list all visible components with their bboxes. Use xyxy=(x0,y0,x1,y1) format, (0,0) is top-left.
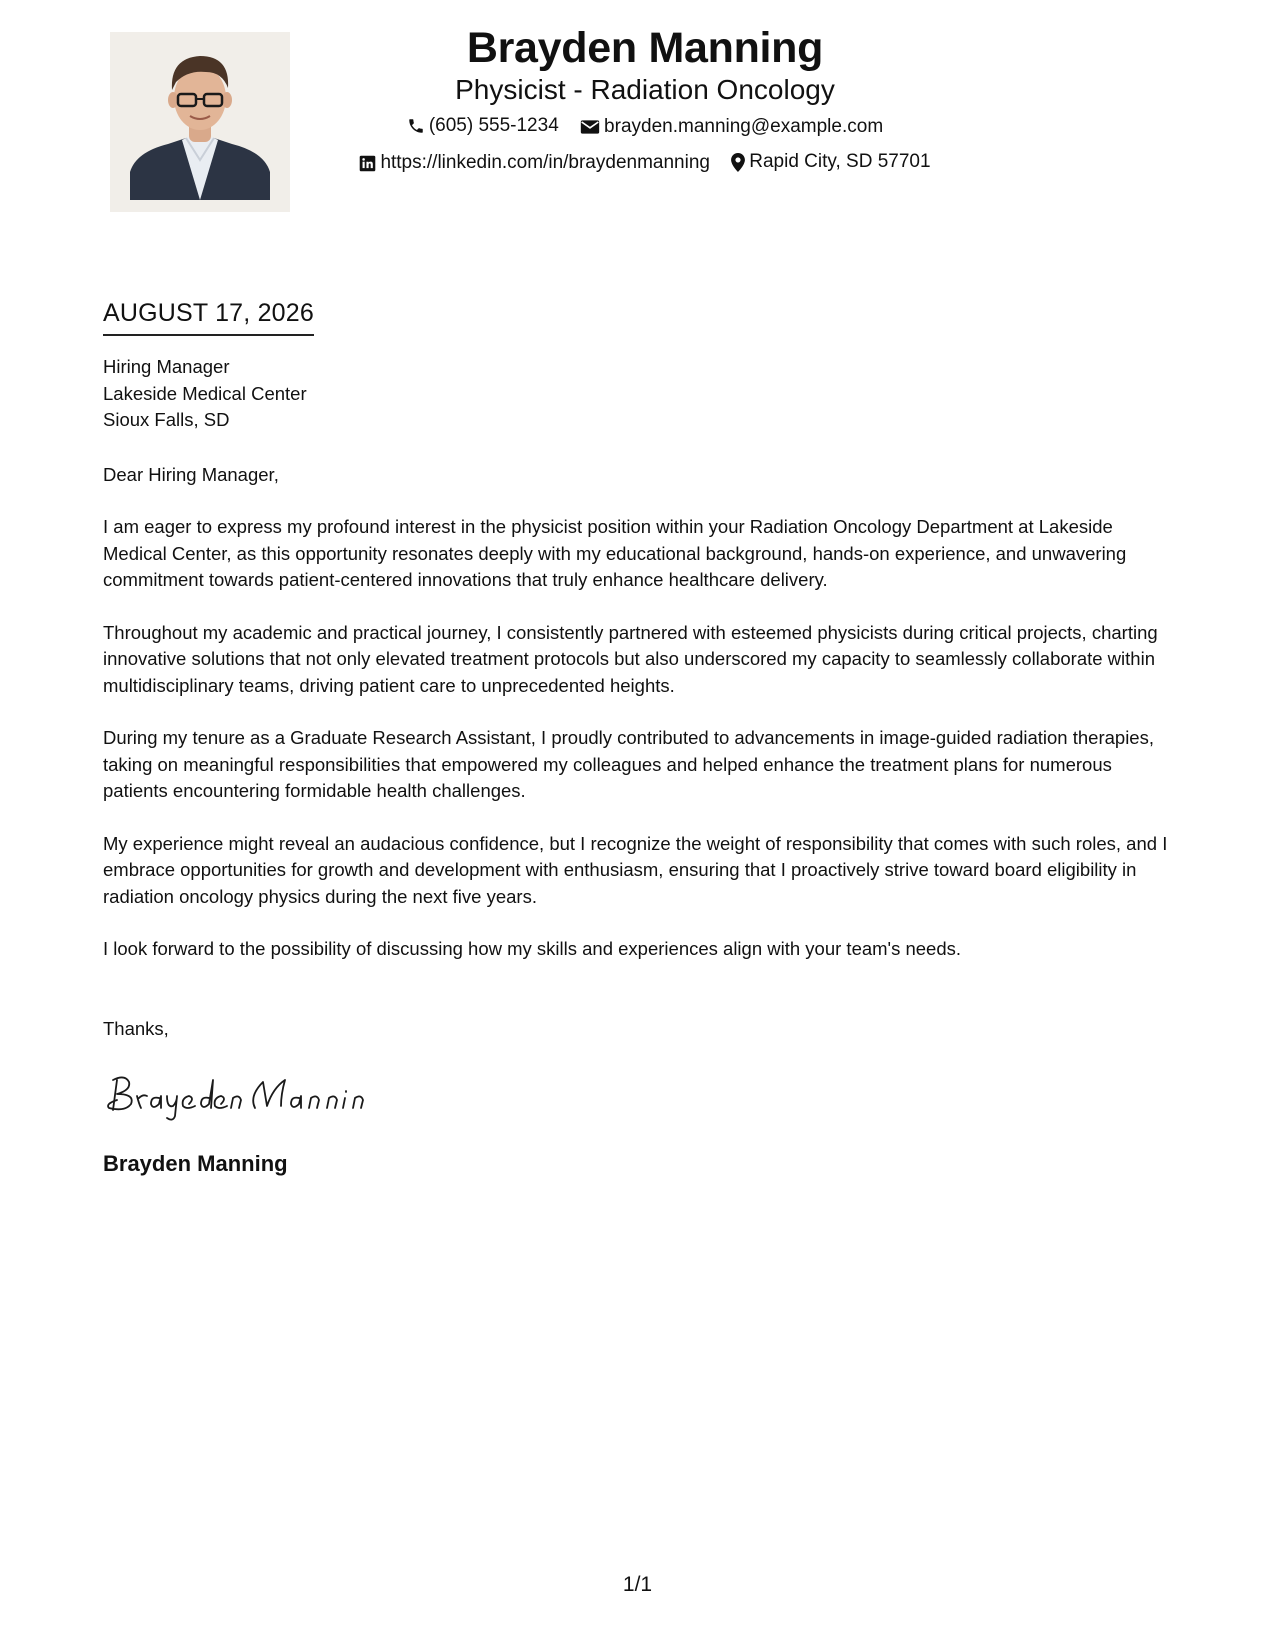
recipient-name: Hiring Manager xyxy=(103,356,230,377)
phone-icon xyxy=(407,117,425,135)
letter-date: AUGUST 17, 2026 xyxy=(103,296,314,336)
phone-number: (605) 555-1234 xyxy=(428,115,559,136)
body-paragraph: I look forward to the possibility of discussing how my skills and experiences align with your team's needs. xyxy=(103,938,962,959)
recipient-block xyxy=(103,354,1173,434)
body-paragraph: During my tenure as a Graduate Research Assistant, I proudly contributed to advancements in image-guided radiation therapies, taking on meaningful responsibilities that empowered my colleagues and helped enhance the treatment plans for numerous patients encountering formidable health challenges. xyxy=(103,727,1154,801)
email-contact xyxy=(580,115,883,139)
linkedin-url[interactable]: https://linkedin.com/in/braydenmanning xyxy=(380,152,710,173)
letter-header xyxy=(300,22,990,179)
salutation: Dear Hiring Manager, xyxy=(103,463,279,485)
map-marker-icon xyxy=(731,153,745,172)
job-title: Physicist - Radiation Oncology xyxy=(455,74,835,105)
signer-name: Brayden Manning xyxy=(103,1151,288,1176)
body-paragraph: I am eager to express my profound interest in the physicist position within your Radiation Oncology Department at Lakeside Medical Center, as this opportunity resonates deeply with my educational background, hands-on experience, and unwavering commitment towards patient-centered innovations that truly enhance healthcare delivery. xyxy=(103,516,1127,590)
page-number: 1/1 xyxy=(622,1573,653,1596)
envelope-icon xyxy=(580,119,600,135)
handwritten-signature xyxy=(103,1066,373,1122)
closing: Thanks, xyxy=(103,1017,169,1039)
applicant-name: Brayden Manning xyxy=(466,24,824,72)
contact-row-primary xyxy=(300,114,990,142)
linkedin-contact xyxy=(359,151,710,175)
phone-contact xyxy=(407,114,559,138)
recipient-location: Sioux Falls, SD xyxy=(103,409,230,430)
location-text: Rapid City, SD 57701 xyxy=(749,151,931,172)
profile-photo xyxy=(110,32,290,212)
recipient-organization: Lakeside Medical Center xyxy=(103,382,307,404)
contact-row-secondary xyxy=(300,150,990,179)
letter-body xyxy=(103,296,1173,1178)
signature-drawing xyxy=(103,1066,373,1122)
linkedin-icon xyxy=(359,155,376,172)
location-contact xyxy=(731,150,930,174)
email-address: brayden.manning@example.com xyxy=(604,116,884,137)
body-paragraph: Throughout my academic and practical journey, I consistently partnered with esteemed physicists during critical projects, charting innovative solutions that not only elevated treatment protocols but also underscored my capacity to seamlessly collaborate within multidisciplinary teams, driving patient care to unprecedented heights. xyxy=(103,621,1158,696)
body-paragraph: My experience might reveal an audacious confidence, but I recognize the weight of responsibility that comes with such roles, and I embrace opportunities for growth and development with enthusiasm, ensuring that I proactively strive toward board eligibility in radiation oncology physics during the next five years. xyxy=(103,832,1168,907)
portrait-image xyxy=(110,32,290,212)
